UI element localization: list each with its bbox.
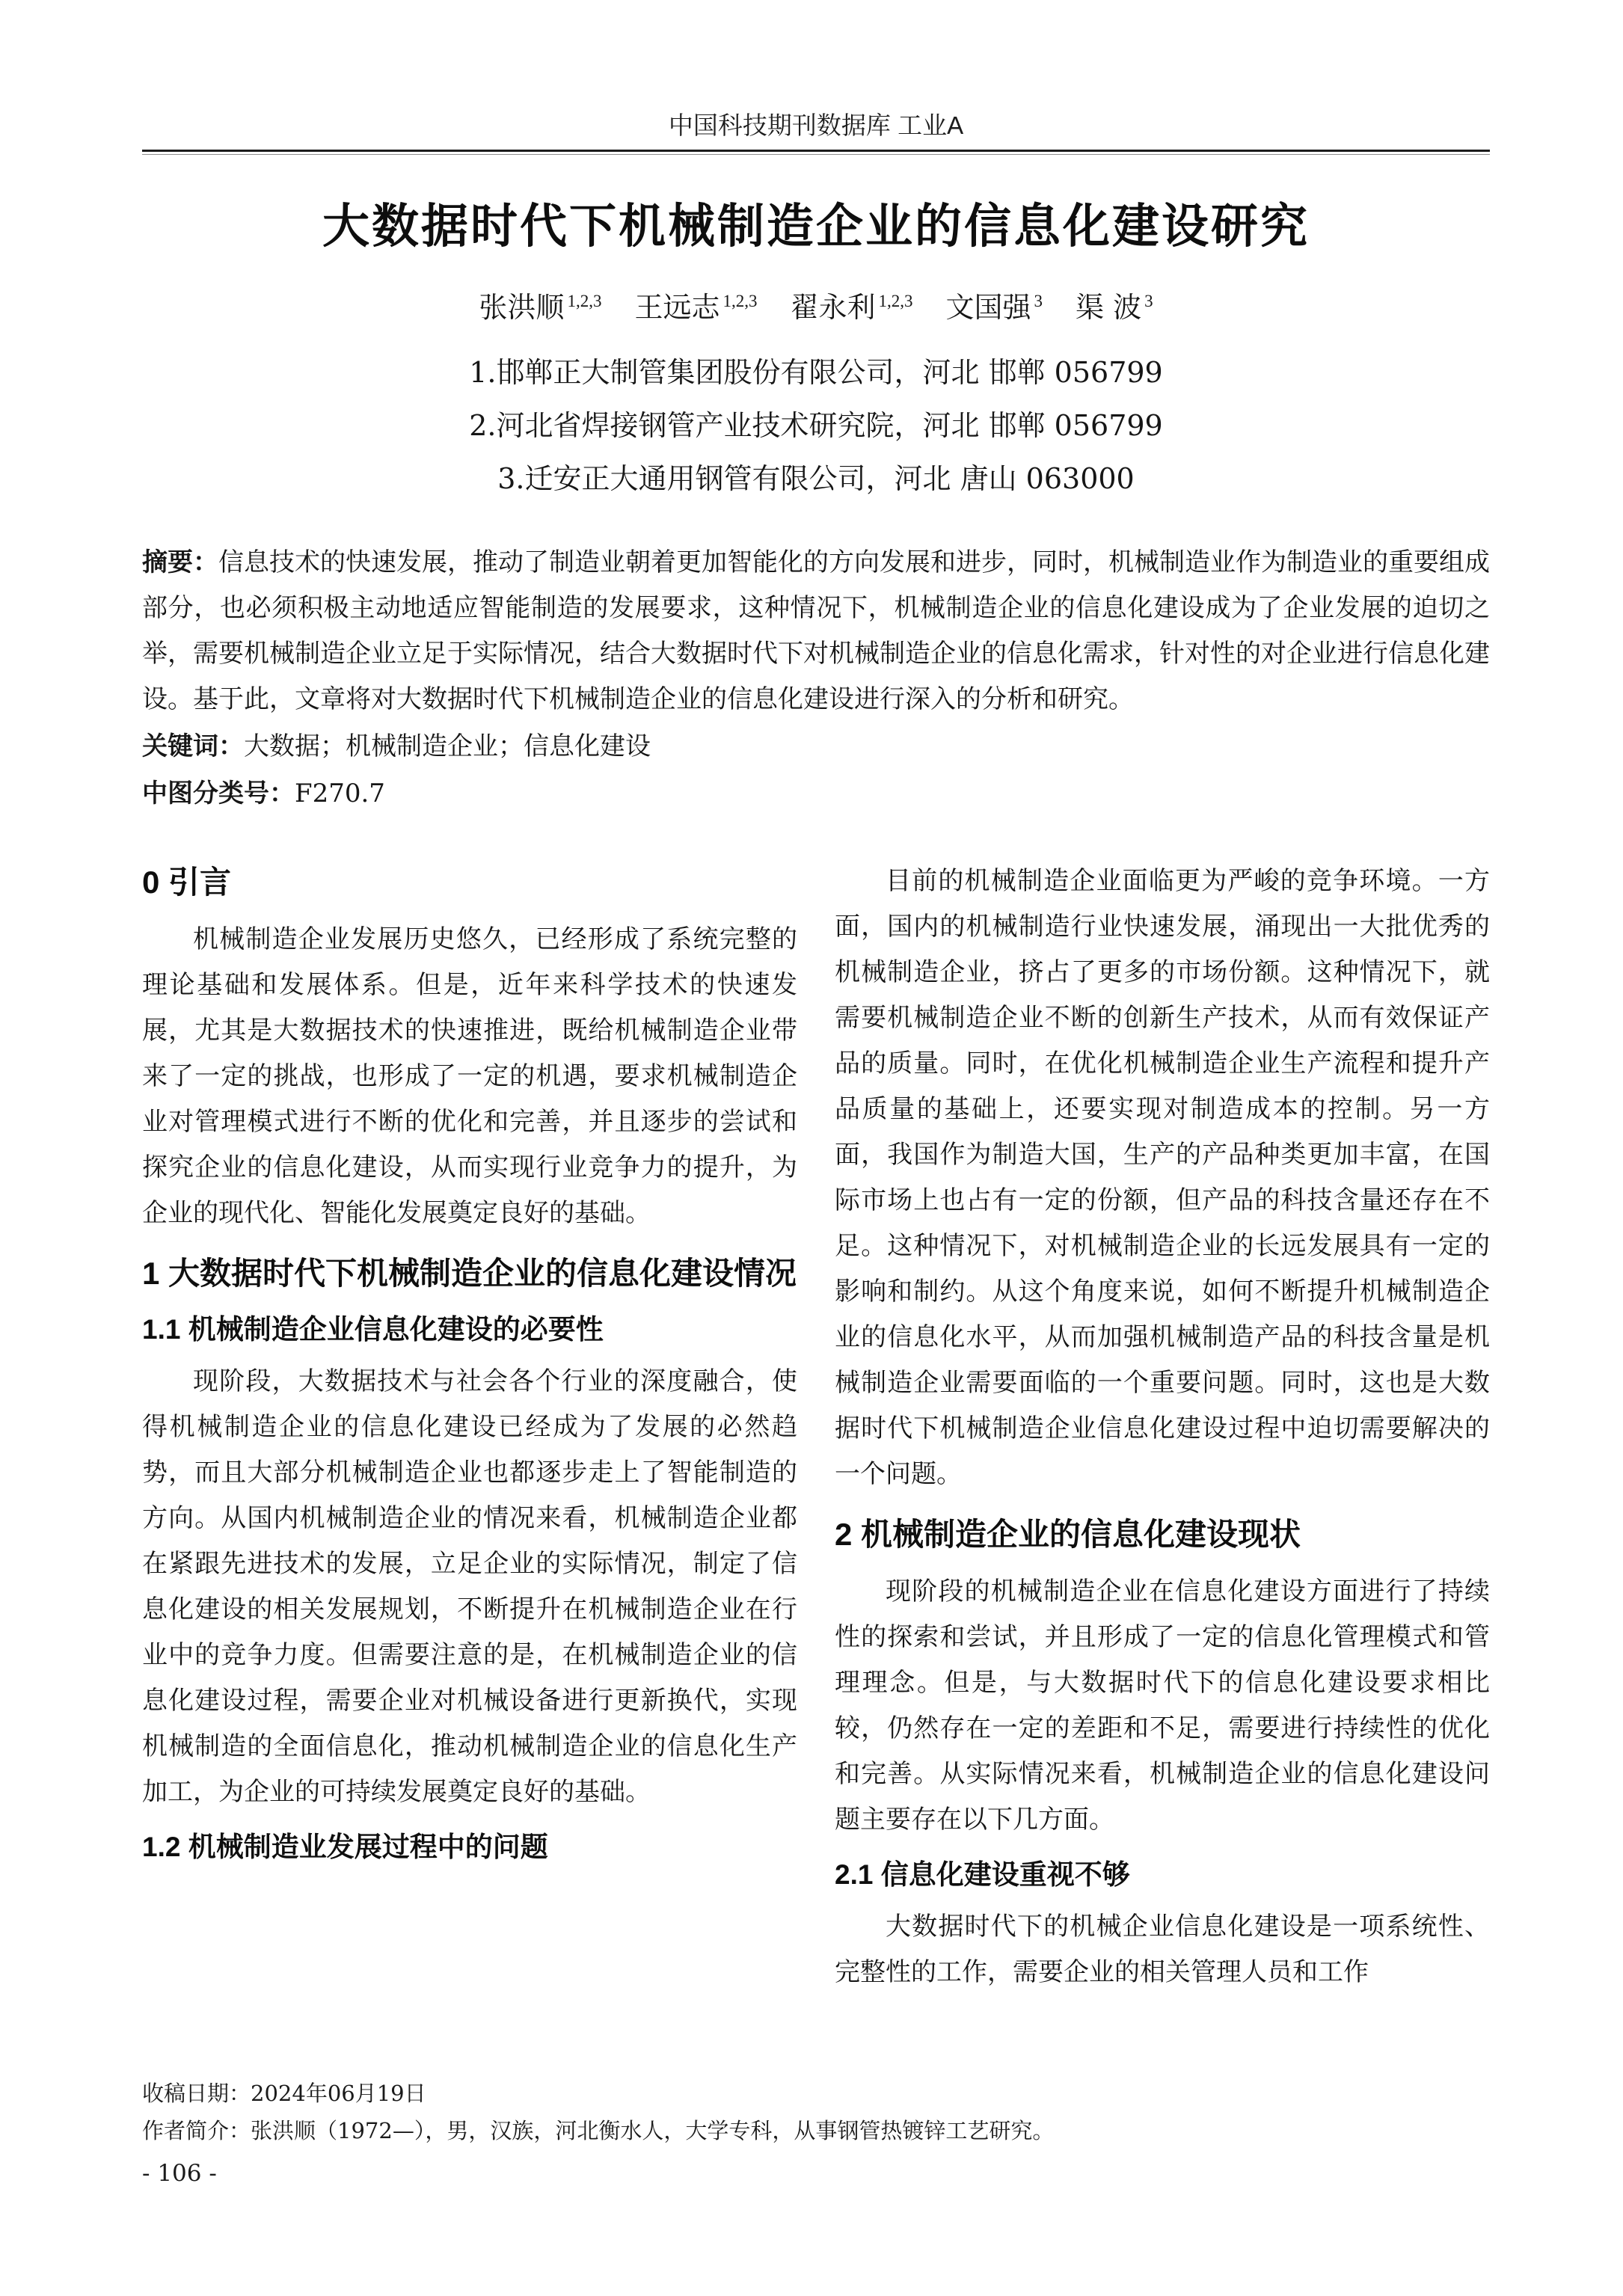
author-5-superscript: 3 <box>1144 292 1153 311</box>
author-1-name: 张洪顺 <box>479 291 565 324</box>
two-column-body <box>142 859 1490 1995</box>
affiliation-line-2: 2.河北省焊接钢管产业技术研究院，河北 邯郸 056799 <box>469 409 1163 442</box>
keywords-line <box>142 724 1490 770</box>
author-4 <box>945 291 1043 324</box>
body-paragraph: 现阶段，大数据技术与社会各个行业的深度融合，使得机械制造企业的信息化建设已经成为了发展的必然趋势，而且大部分机械制造企业也都逐步走上了智能制造的方向。从国内机械制造企业的情况来看，机械制造企业都在紧跟先进技术的发展，立足企业的实际情况，制定了信息化建设的相关发展规划，不断提升在机械制造企业在行业中的竞争力度。但需要注意的是，在机械制造企业的信息化建设过程，需要企业对机械设备进行更新换代，实现机械制造的全面信息化，推动机械制造企业的信息化生产加工，为企业的可持续发展奠定良好的基础。 <box>142 1366 797 1807</box>
body-paragraph: 现阶段的机械制造企业在信息化建设方面进行了持续性的探索和尝试，并且形成了一定的信息化管理模式和管理理念。但是，与大数据时代下的信息化建设要求相比较，仍然存在一定的差距和不足，需要进行持续性的优化和完善。从实际情况来看，机械制造企业的信息化建设问题主要存在以下几方面。 <box>835 1577 1490 1835</box>
section-heading-2: 2 机械制造企业的信息化建设现状 <box>835 1517 1301 1552</box>
column-right <box>835 859 1490 1995</box>
author-bio-label: 作者简介： <box>142 2118 251 2143</box>
authors-line <box>142 288 1490 327</box>
received-date-label: 收稿日期： <box>142 2081 251 2106</box>
author-bio-line <box>142 2112 1490 2149</box>
author-2-name: 王远志 <box>634 291 720 324</box>
body-paragraph: 大数据时代下的机械企业信息化建设是一项系统性、完整性的工作，需要企业的相关管理人员和工作 <box>835 1912 1490 1987</box>
author-1 <box>479 291 601 324</box>
clc-value: F270.7 <box>295 779 385 808</box>
abstract-text: 信息技术的快速发展，推动了制造业朝着更加智能化的方向发展和进步，同时，机械制造业作为制造业的重要组成部分，也必须积极主动地适应智能制造的发展要求，这种情况下，机械制造企业的信息化建设成为了企业发展的迫切之举，需要机械制造企业立足于实际情况，结合大数据时代下对机械制造企业的信息化需求，针对性的对企业进行信息化建设。基于此，文章将对大数据时代下机械制造企业的信息化建设进行深入的分析和研究。 <box>142 547 1490 714</box>
author-5-name: 渠 波 <box>1075 291 1142 324</box>
received-date-value: 2024年06月19日 <box>251 2081 426 2106</box>
clc-line <box>142 771 1490 817</box>
section-heading-0-introduction: 0 引言 <box>142 865 232 900</box>
abstract-label: 摘要： <box>142 548 218 577</box>
keywords-text: 大数据；机械制造企业；信息化建设 <box>244 731 651 761</box>
author-2 <box>634 291 757 324</box>
affiliation-line-3: 3.迁安正大通用钢管有限公司，河北 唐山 063000 <box>497 462 1135 495</box>
author-3-superscript: 1,2,3 <box>878 292 913 311</box>
paper-title: 大数据时代下机械制造企业的信息化建设研究 <box>322 200 1310 253</box>
page-number: - 106 - <box>142 2160 217 2187</box>
abstract-paragraph <box>142 540 1490 722</box>
author-3 <box>790 291 912 324</box>
sub-heading-1-2: 1.2 机械制造业发展过程中的问题 <box>142 1832 548 1862</box>
author-3-name: 翟永利 <box>790 291 876 324</box>
clc-label: 中图分类号： <box>142 779 295 808</box>
author-2-superscript: 1,2,3 <box>722 292 758 311</box>
header-divider-rule <box>142 150 1490 155</box>
author-bio-value: 张洪顺（1972—），男，汉族，河北衡水人，大学专科，从事钢管热镀锌工艺研究。 <box>251 2118 1055 2143</box>
journal-database-header: 中国科技期刊数据库 工业A <box>668 111 964 139</box>
page-footer <box>142 2075 1490 2190</box>
column-left <box>142 859 797 1995</box>
section-heading-1: 1 大数据时代下机械制造企业的信息化建设情况 <box>142 1256 797 1291</box>
sub-heading-2-1: 2.1 信息化建设重视不够 <box>835 1859 1130 1890</box>
affiliations-block <box>142 346 1490 506</box>
body-paragraph: 机械制造企业发展历史悠久，已经形成了系统完整的理论基础和发展体系。但是，近年来科学技术的快速发展，尤其是大数据技术的快速推进，既给机械制造企业带来了一定的挑战，也形成了一定的机遇，要求机械制造企业对管理模式进行不断的优化和完善，并且逐步的尝试和探究企业的信息化建设，从而实现行业竞争力的提升，为企业的现代化、智能化发展奠定良好的基础。 <box>142 924 797 1228</box>
author-4-superscript: 3 <box>1034 292 1043 311</box>
sub-heading-1-1: 1.1 机械制造企业信息化建设的必要性 <box>142 1314 604 1345</box>
author-5 <box>1076 291 1153 324</box>
received-date-line <box>142 2075 1490 2112</box>
keywords-label: 关键词： <box>142 732 244 761</box>
affiliation-line-1: 1.邯郸正大制管集团股份有限公司，河北 邯郸 056799 <box>469 356 1163 389</box>
author-4-name: 文国强 <box>945 291 1031 324</box>
body-paragraph: 目前的机械制造企业面临更为严峻的竞争环境。一方面，国内的机械制造行业快速发展，涌现出一大批优秀的机械制造企业，挤占了更多的市场份额。这种情况下，就需要机械制造企业不断的创新生产技术，从而有效保证产品的质量。同时，在优化机械制造企业生产流程和提升产品质量的基础上，还要实现对制造成本的控制。另一方面，我国作为制造大国，生产的产品种类更加丰富，在国际市场上也占有一定的份额，但产品的科技含量还存在不足。这种情况下，对机械制造企业的长远发展具有一定的影响和制约。从这个角度来说，如何不断提升机械制造企业的信息化水平，从而加强机械制造产品的科技含量是机械制造企业需要面临的一个重要问题。同时，这也是大数据时代下机械制造企业信息化建设过程中迫切需要解决的一个问题。 <box>835 866 1490 1489</box>
author-1-superscript: 1,2,3 <box>567 292 602 311</box>
